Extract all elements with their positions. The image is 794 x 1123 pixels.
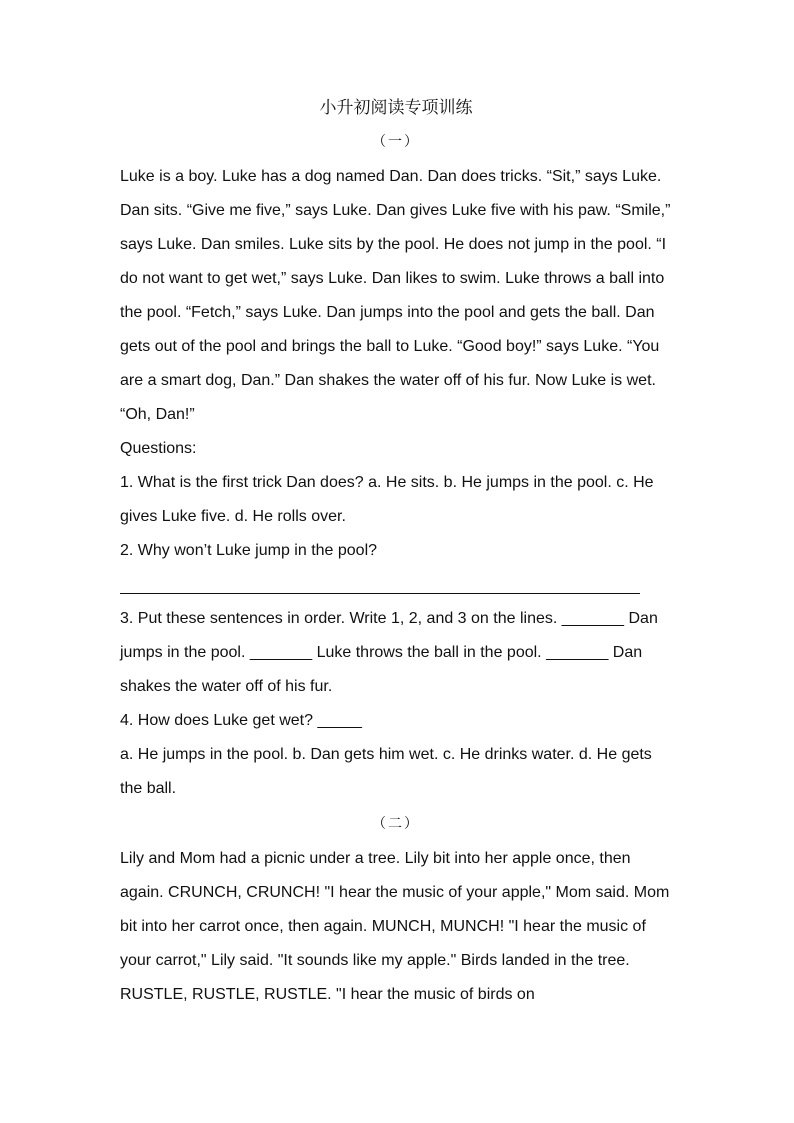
question-4: 4. How does Luke get wet? _____ [120, 712, 362, 729]
answer-line-rule [120, 593, 640, 594]
section-2-story: Lily and Mom had a picnic under a tree. Lily bit into her apple once, then again. CRUNCH, CRUNCH! "I hear the music of your apple," Mom said. Mom bit into her carrot once, then again. MUNCH, MUNCH! "I hear the music of your carrot," Lily said. "It sounds like my apple." Birds landed in the tree. RUSTLE, RUSTLE, RUSTLE. "I hear the music of birds on [120, 850, 670, 1003]
question-1: 1. What is the first trick Dan does? a. He sits. b. He jumps in the pool. c. He gives Luke five. d. He rolls over. [120, 474, 654, 525]
section-1-story: Luke is a boy. Luke has a dog named Dan. Dan does tricks. “Sit,” says Luke. Dan sits. “Give me five,” says Luke. Dan gives Luke five with his paw. “Smile,” says Luke. Dan smiles. Luke sits by the pool. He does not jump in the pool. “I do not want to get wet,” says Luke. Dan likes to swim. Luke throws a ball into the pool. “Fetch,” says Luke. Dan jumps into the pool and gets the ball. Dan gets out of the pool and brings the ball to Luke. “Good boy!” says Luke. “You are a smart dog, Dan.” Dan shakes the water off of his fur. Now Luke is wet. “Oh, Dan!” [120, 168, 671, 423]
question-2: 2. Why won’t Luke jump in the pool? [120, 542, 378, 559]
question-3: 3. Put these sentences in order. Write 1, 2, and 3 on the lines. _______ Dan jumps in the pool. _______ Luke throws the ball in the pool. _______ Dan shakes the water off of his fur. [120, 610, 658, 695]
question-4-options: a. He jumps in the pool. b. Dan gets him wet. c. He drinks water. d. He gets the ball. [120, 746, 652, 797]
section-1-heading: （一） [372, 134, 420, 150]
answer-line [120, 568, 672, 602]
questions-label: Questions: [120, 440, 197, 457]
document-title: 小升初阅读专项训练 [319, 98, 473, 118]
document-body [120, 92, 672, 1012]
section-2-heading: （二） [372, 816, 420, 832]
